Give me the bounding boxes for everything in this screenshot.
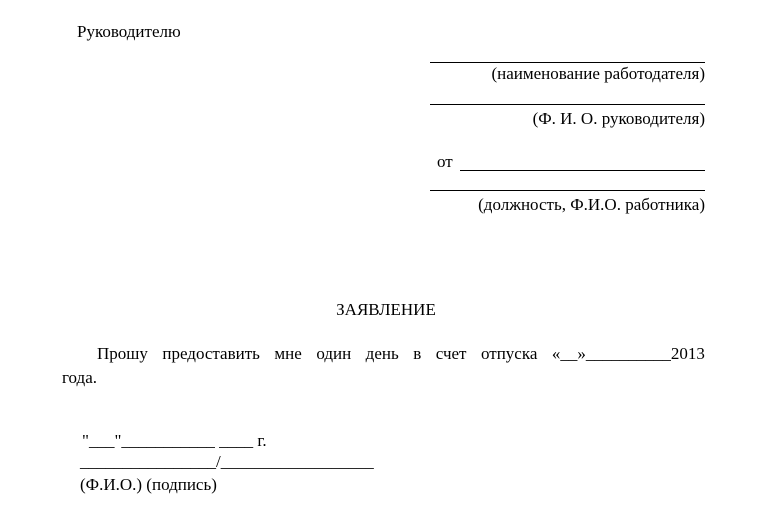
signature-blank-line: ________________/__________________ (80, 452, 374, 471)
worker-blank-line (430, 190, 705, 191)
body-word: счет (435, 344, 467, 363)
signature-caption: (Ф.И.О.) (подпись) (80, 475, 217, 494)
from-label: от (437, 152, 453, 171)
body-text-line-2: года. (62, 368, 98, 387)
body-word: день (365, 344, 399, 363)
document-title: ЗАЯВЛЕНИЕ (336, 300, 436, 319)
employer-caption: (наименование работодателя) (491, 64, 705, 83)
body-word: один (316, 344, 352, 363)
date-blank-line: "___"___________ ____ г. (82, 431, 267, 450)
head-name-blank-line (430, 104, 705, 105)
worker-caption: (должность, Ф.И.О. работника) (478, 195, 705, 214)
body-text-line-1 (97, 345, 705, 362)
body-word: мне (274, 344, 302, 363)
head-name-caption: (Ф. И. О. руководителя) (532, 109, 705, 128)
addressee-label: Руководителю (77, 22, 181, 41)
body-word: Прошу (97, 344, 148, 363)
body-word: предоставить (162, 344, 260, 363)
body-word: «__»__________2013 (551, 344, 705, 363)
body-word: отпуска (480, 344, 538, 363)
employer-blank-line (430, 62, 705, 63)
body-word: в (413, 344, 422, 363)
from-blank-line (460, 170, 705, 171)
